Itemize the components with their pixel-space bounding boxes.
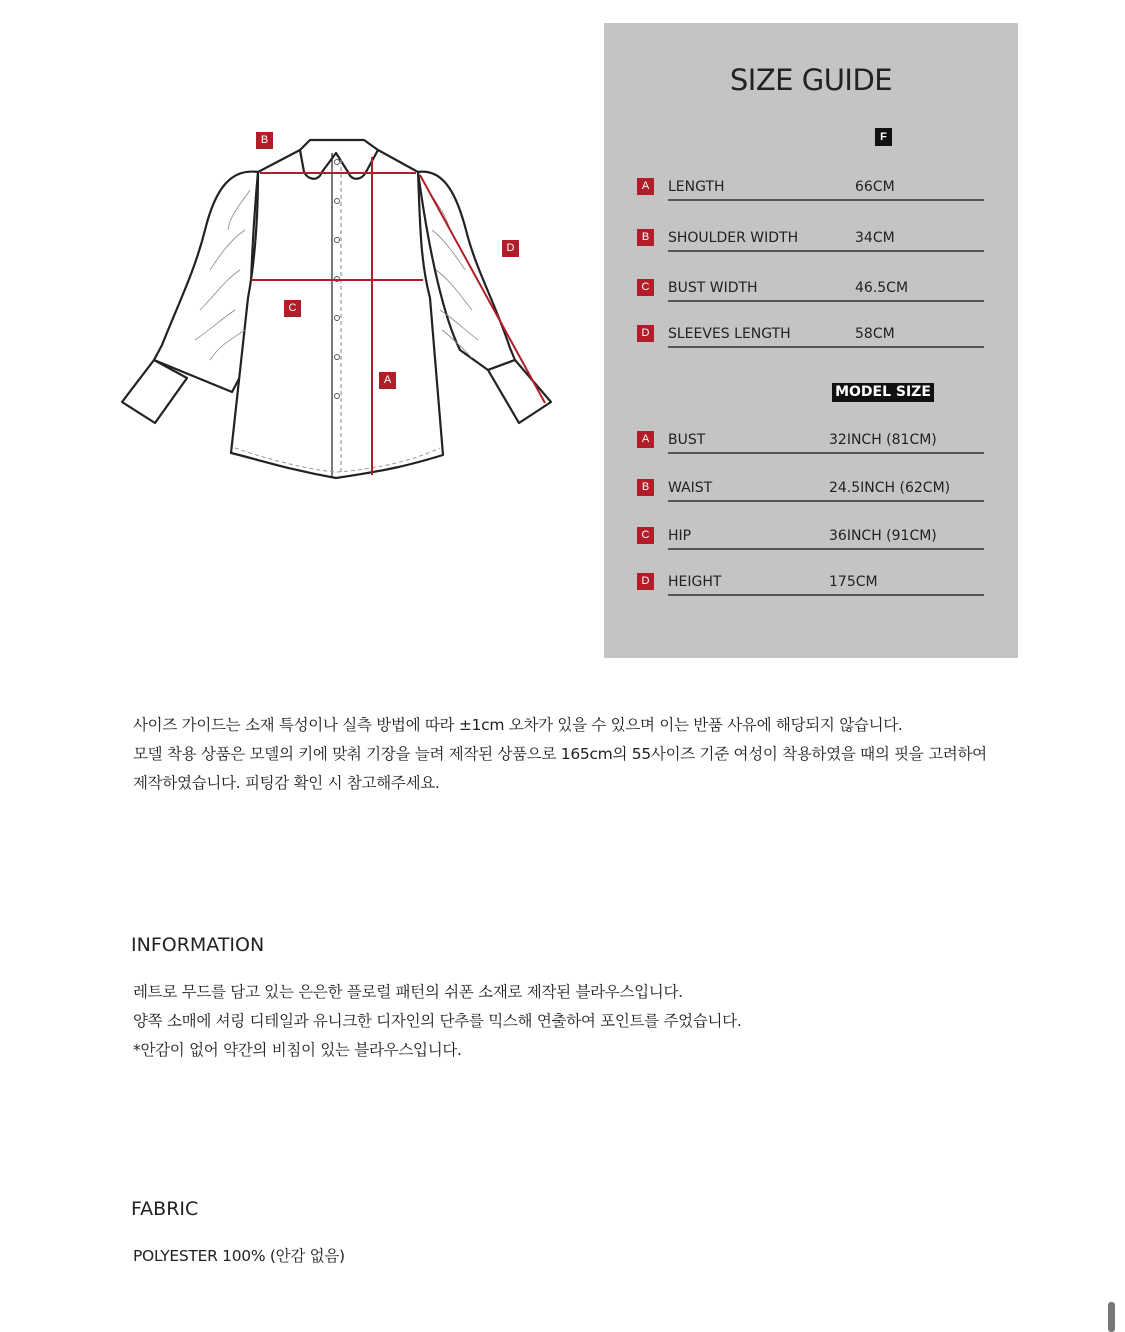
row-underline	[668, 594, 984, 596]
row-label: HIP	[668, 528, 692, 544]
label-c-tag: C	[284, 300, 301, 317]
row-value: 46.5CM	[855, 280, 909, 296]
model-row	[637, 432, 984, 452]
row-label: BUST	[668, 432, 706, 448]
row-label: SLEEVES LENGTH	[668, 326, 791, 342]
size-guide-title: SIZE GUIDE	[729, 63, 893, 97]
measurement-row	[637, 179, 984, 199]
row-underline	[668, 199, 984, 201]
row-tag: C	[637, 279, 654, 296]
model-size-badge: MODEL SIZE	[832, 383, 934, 402]
size-notice	[133, 711, 987, 798]
size-badge: F	[875, 128, 892, 146]
info-line: 레트로 무드를 담고 있는 은은한 플로럴 패턴의 쉬폰 소재로 제작된 블라우스입니다.	[133, 983, 683, 1001]
shirt-diagram	[110, 120, 570, 500]
shirt-sketch-icon	[110, 120, 570, 500]
fabric-heading: FABRIC	[131, 1198, 199, 1220]
notice-line: 사이즈 가이드는 소재 특성이나 실측 방법에 따라 ±1cm 오차가 있을 수 있으며 이는 반품 사유에 해당되지 않습니다.	[133, 716, 903, 734]
row-value: 24.5INCH (62CM)	[829, 480, 951, 496]
model-row	[637, 574, 984, 594]
measurement-row	[637, 280, 984, 300]
measurement-row	[637, 326, 984, 346]
row-value: 66CM	[855, 179, 895, 195]
row-underline	[668, 250, 984, 252]
model-row	[637, 528, 984, 548]
model-row	[637, 480, 984, 500]
row-label: HEIGHT	[668, 574, 722, 590]
row-tag: D	[637, 573, 654, 590]
row-label: WAIST	[668, 480, 713, 496]
label-d-tag: D	[502, 240, 519, 257]
notice-line: 모델 착용 상품은 모델의 키에 맞춰 기장을 늘려 제작된 상품으로 165cm의 55사이즈 기준 여성이 착용하였을 때의 핏을 고려하여	[133, 745, 987, 763]
row-value: 58CM	[855, 326, 895, 342]
scrollbar-thumb[interactable]	[1108, 1302, 1115, 1332]
size-guide-panel	[604, 23, 1018, 658]
row-tag: A	[637, 431, 654, 448]
row-label: LENGTH	[668, 179, 725, 195]
measurement-row	[637, 230, 984, 250]
row-label: BUST WIDTH	[668, 280, 758, 296]
row-label: SHOULDER WIDTH	[668, 230, 799, 246]
row-tag: C	[637, 527, 654, 544]
row-value: 32INCH (81CM)	[829, 432, 937, 448]
row-value: 34CM	[855, 230, 895, 246]
information-heading: INFORMATION	[131, 934, 265, 956]
row-value: 175CM	[829, 574, 878, 590]
row-underline	[668, 452, 984, 454]
row-underline	[668, 300, 984, 302]
label-a-tag: A	[379, 372, 396, 389]
row-tag: D	[637, 325, 654, 342]
row-underline	[668, 500, 984, 502]
label-b-tag: B	[256, 132, 273, 149]
information-text	[133, 978, 741, 1065]
fabric-value: POLYESTER 100% (안감 없음)	[133, 1247, 345, 1265]
notice-line: 제작하였습니다. 피팅감 확인 시 참고해주세요.	[133, 774, 440, 792]
row-underline	[668, 346, 984, 348]
row-underline	[668, 548, 984, 550]
row-tag: B	[637, 479, 654, 496]
row-tag: B	[637, 229, 654, 246]
info-line: 양쪽 소매에 셔링 디테일과 유니크한 디자인의 단추를 믹스해 연출하여 포인트를 주었습니다.	[133, 1012, 742, 1030]
info-line: *안감이 없어 약간의 비침이 있는 블라우스입니다.	[133, 1041, 462, 1059]
row-value: 36INCH (91CM)	[829, 528, 937, 544]
row-tag: A	[637, 178, 654, 195]
